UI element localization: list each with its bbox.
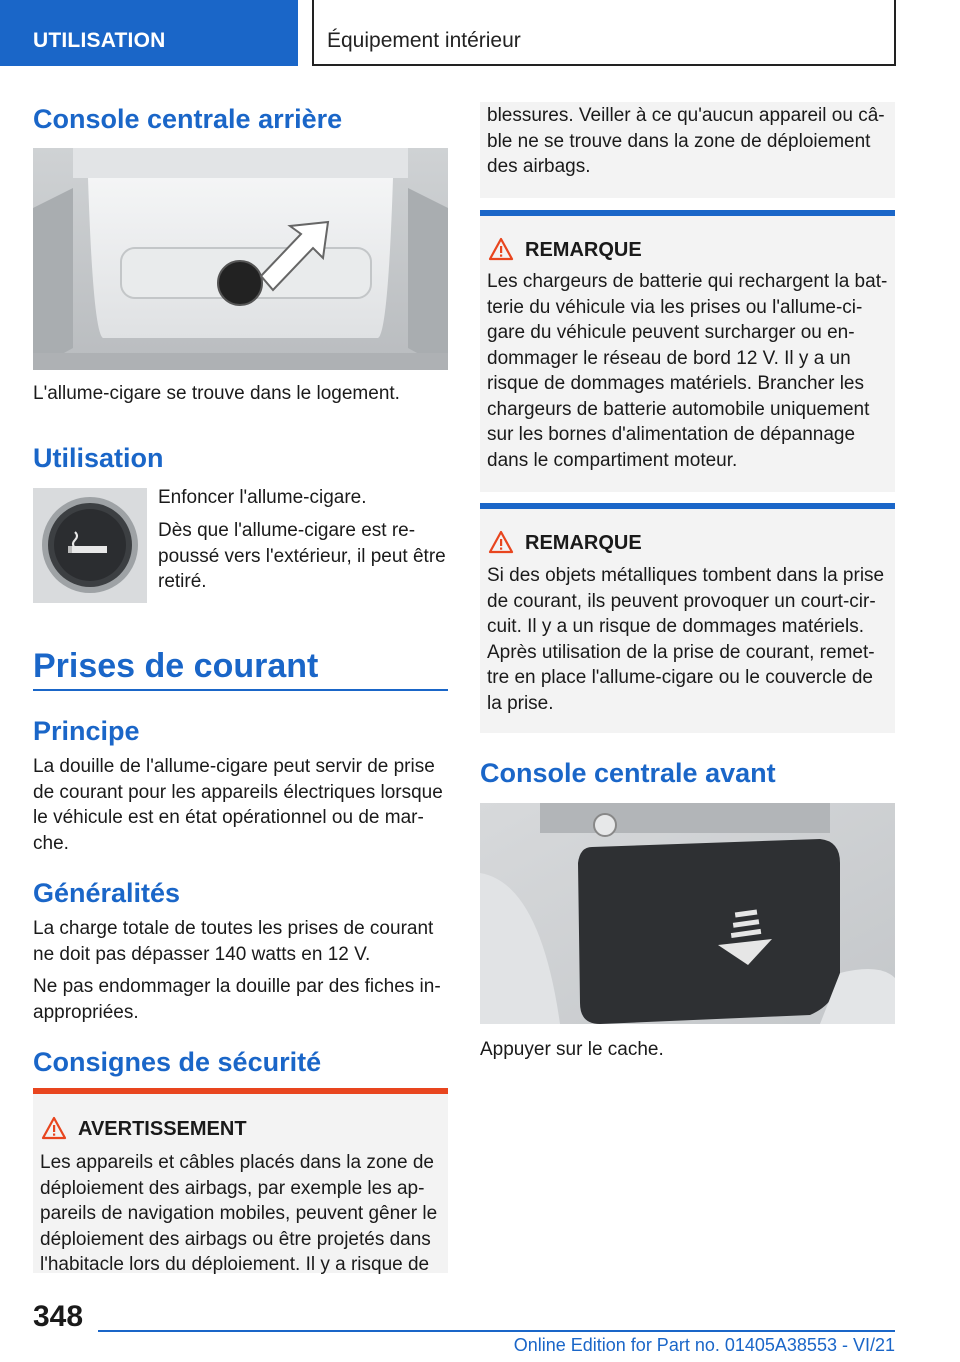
page-number: 348 xyxy=(33,1300,84,1333)
chapter-tab xyxy=(312,0,896,66)
heading-safety: Consignes de sécurité xyxy=(33,1047,322,1077)
general-line: appropriées. xyxy=(33,1001,139,1023)
edition-label: Online Edition for Part no. 01405A38553 - VI/21 xyxy=(513,1335,895,1355)
lighter-figure xyxy=(33,488,147,603)
caption-rear: L'allume-cigare se trouve dans le logement. xyxy=(33,383,400,404)
note-1-line: dans le compartiment moteur. xyxy=(487,449,738,471)
warning-box-continued xyxy=(480,102,895,198)
usage-step-2-line: poussé vers l'extérieur, il peut être xyxy=(158,545,446,567)
warning-bar xyxy=(33,1088,448,1094)
note-1-line: risque de dommages matériels. Brancher les xyxy=(487,373,865,394)
note-box-2 xyxy=(480,503,895,733)
section-label: UTILISATION xyxy=(33,29,166,52)
warning-line: l'habitacle lors du déploiement. Il y a risque de xyxy=(40,1254,430,1275)
usage-step-2-line: Dès que l'allume-cigare est re- xyxy=(158,520,416,541)
chapter-label: Équipement intérieur xyxy=(327,29,521,52)
note-bar xyxy=(480,210,895,216)
usage-step-2-line: retiré. xyxy=(158,571,207,592)
note-2-line: Après utilisation de la prise de courant, remet- xyxy=(487,641,875,663)
principle-line: La douille de l'allume-cigare peut servir de prise xyxy=(33,756,435,777)
general-line: La charge totale de toutes les prises de courant xyxy=(33,918,434,939)
principle-line: che. xyxy=(33,832,69,854)
heading-general: Généralités xyxy=(33,878,181,908)
note-1-line: sur les bornes d'alimentation de dépannage xyxy=(487,424,856,445)
caption-front: Appuyer sur le cache. xyxy=(480,1039,664,1060)
note-2-line: la prise. xyxy=(487,692,554,714)
warning-triangle-icon xyxy=(41,1116,67,1140)
warning-cont-line: blessures. Veiller à ce qu'aucun appareil ou câ- xyxy=(487,105,885,126)
note-1-line: dommager le réseau de bord 12 V. Il y a un xyxy=(487,347,851,369)
heading-sockets: Prises de courant xyxy=(33,647,319,685)
note-1-line: terie du véhicule via les prises ou l'allume-ci- xyxy=(487,296,863,318)
general-line: ne doit pas dépasser 140 watts en 12 V. xyxy=(33,943,371,965)
note-1-line: Les chargeurs de batterie qui rechargent la bat- xyxy=(487,271,888,292)
note-2-line: Si des objets métalliques tombent dans la prise xyxy=(487,565,885,586)
heading-usage: Utilisation xyxy=(33,443,164,473)
warning-cont-line: ble ne se trouve dans la zone de déploiement xyxy=(487,130,871,152)
principle-line: le véhicule est en état opérationnel ou de mar- xyxy=(33,807,424,828)
section-tab xyxy=(0,0,298,66)
note-1-title: REMARQUE xyxy=(525,239,642,261)
warning-box xyxy=(33,1088,448,1273)
warning-cont-line: des airbags. xyxy=(487,156,591,177)
warning-triangle-icon xyxy=(488,530,514,554)
front-console-figure xyxy=(480,803,895,1024)
principle-line: de courant pour les appareils électriques lorsque xyxy=(33,781,443,803)
heading-principle: Principe xyxy=(33,716,140,746)
note-2-title: REMARQUE xyxy=(525,532,642,554)
footer-rule xyxy=(98,1330,895,1332)
heading-rule xyxy=(33,689,448,691)
note-1-line: gare du véhicule peuvent surcharger ou en- xyxy=(487,322,855,343)
rear-console-figure xyxy=(33,148,448,370)
note-1-line: chargeurs de batterie automobile uniquement xyxy=(487,398,870,420)
warning-line: Les appareils et câbles placés dans la zone de xyxy=(40,1152,434,1173)
warning-title: AVERTISSEMENT xyxy=(78,1118,247,1140)
warning-line: déploiement des airbags ou être projetés dans xyxy=(40,1228,431,1250)
note-2-line: cuit. Il y a un risque de dommages matériels. xyxy=(487,616,865,637)
heading-rear-console: Console centrale arrière xyxy=(33,104,343,134)
heading-front-console: Console centrale avant xyxy=(480,758,776,788)
warning-line: déploiement des airbags, par exemple les ap- xyxy=(40,1177,425,1199)
note-2-line: de courant, ils peuvent provoquer un court-cir- xyxy=(487,590,876,612)
warning-line: pareils de navigation mobiles, peuvent gêner le xyxy=(40,1203,438,1224)
note-bar xyxy=(480,503,895,509)
general-line: Ne pas endommager la douille par des fiches in- xyxy=(33,976,441,997)
usage-step-1: Enfoncer l'allume-cigare. xyxy=(158,487,367,508)
note-2-line: tre en place l'allume-cigare ou le couvercle de xyxy=(487,667,873,688)
warning-triangle-icon xyxy=(488,237,514,261)
note-box-1 xyxy=(480,210,895,492)
